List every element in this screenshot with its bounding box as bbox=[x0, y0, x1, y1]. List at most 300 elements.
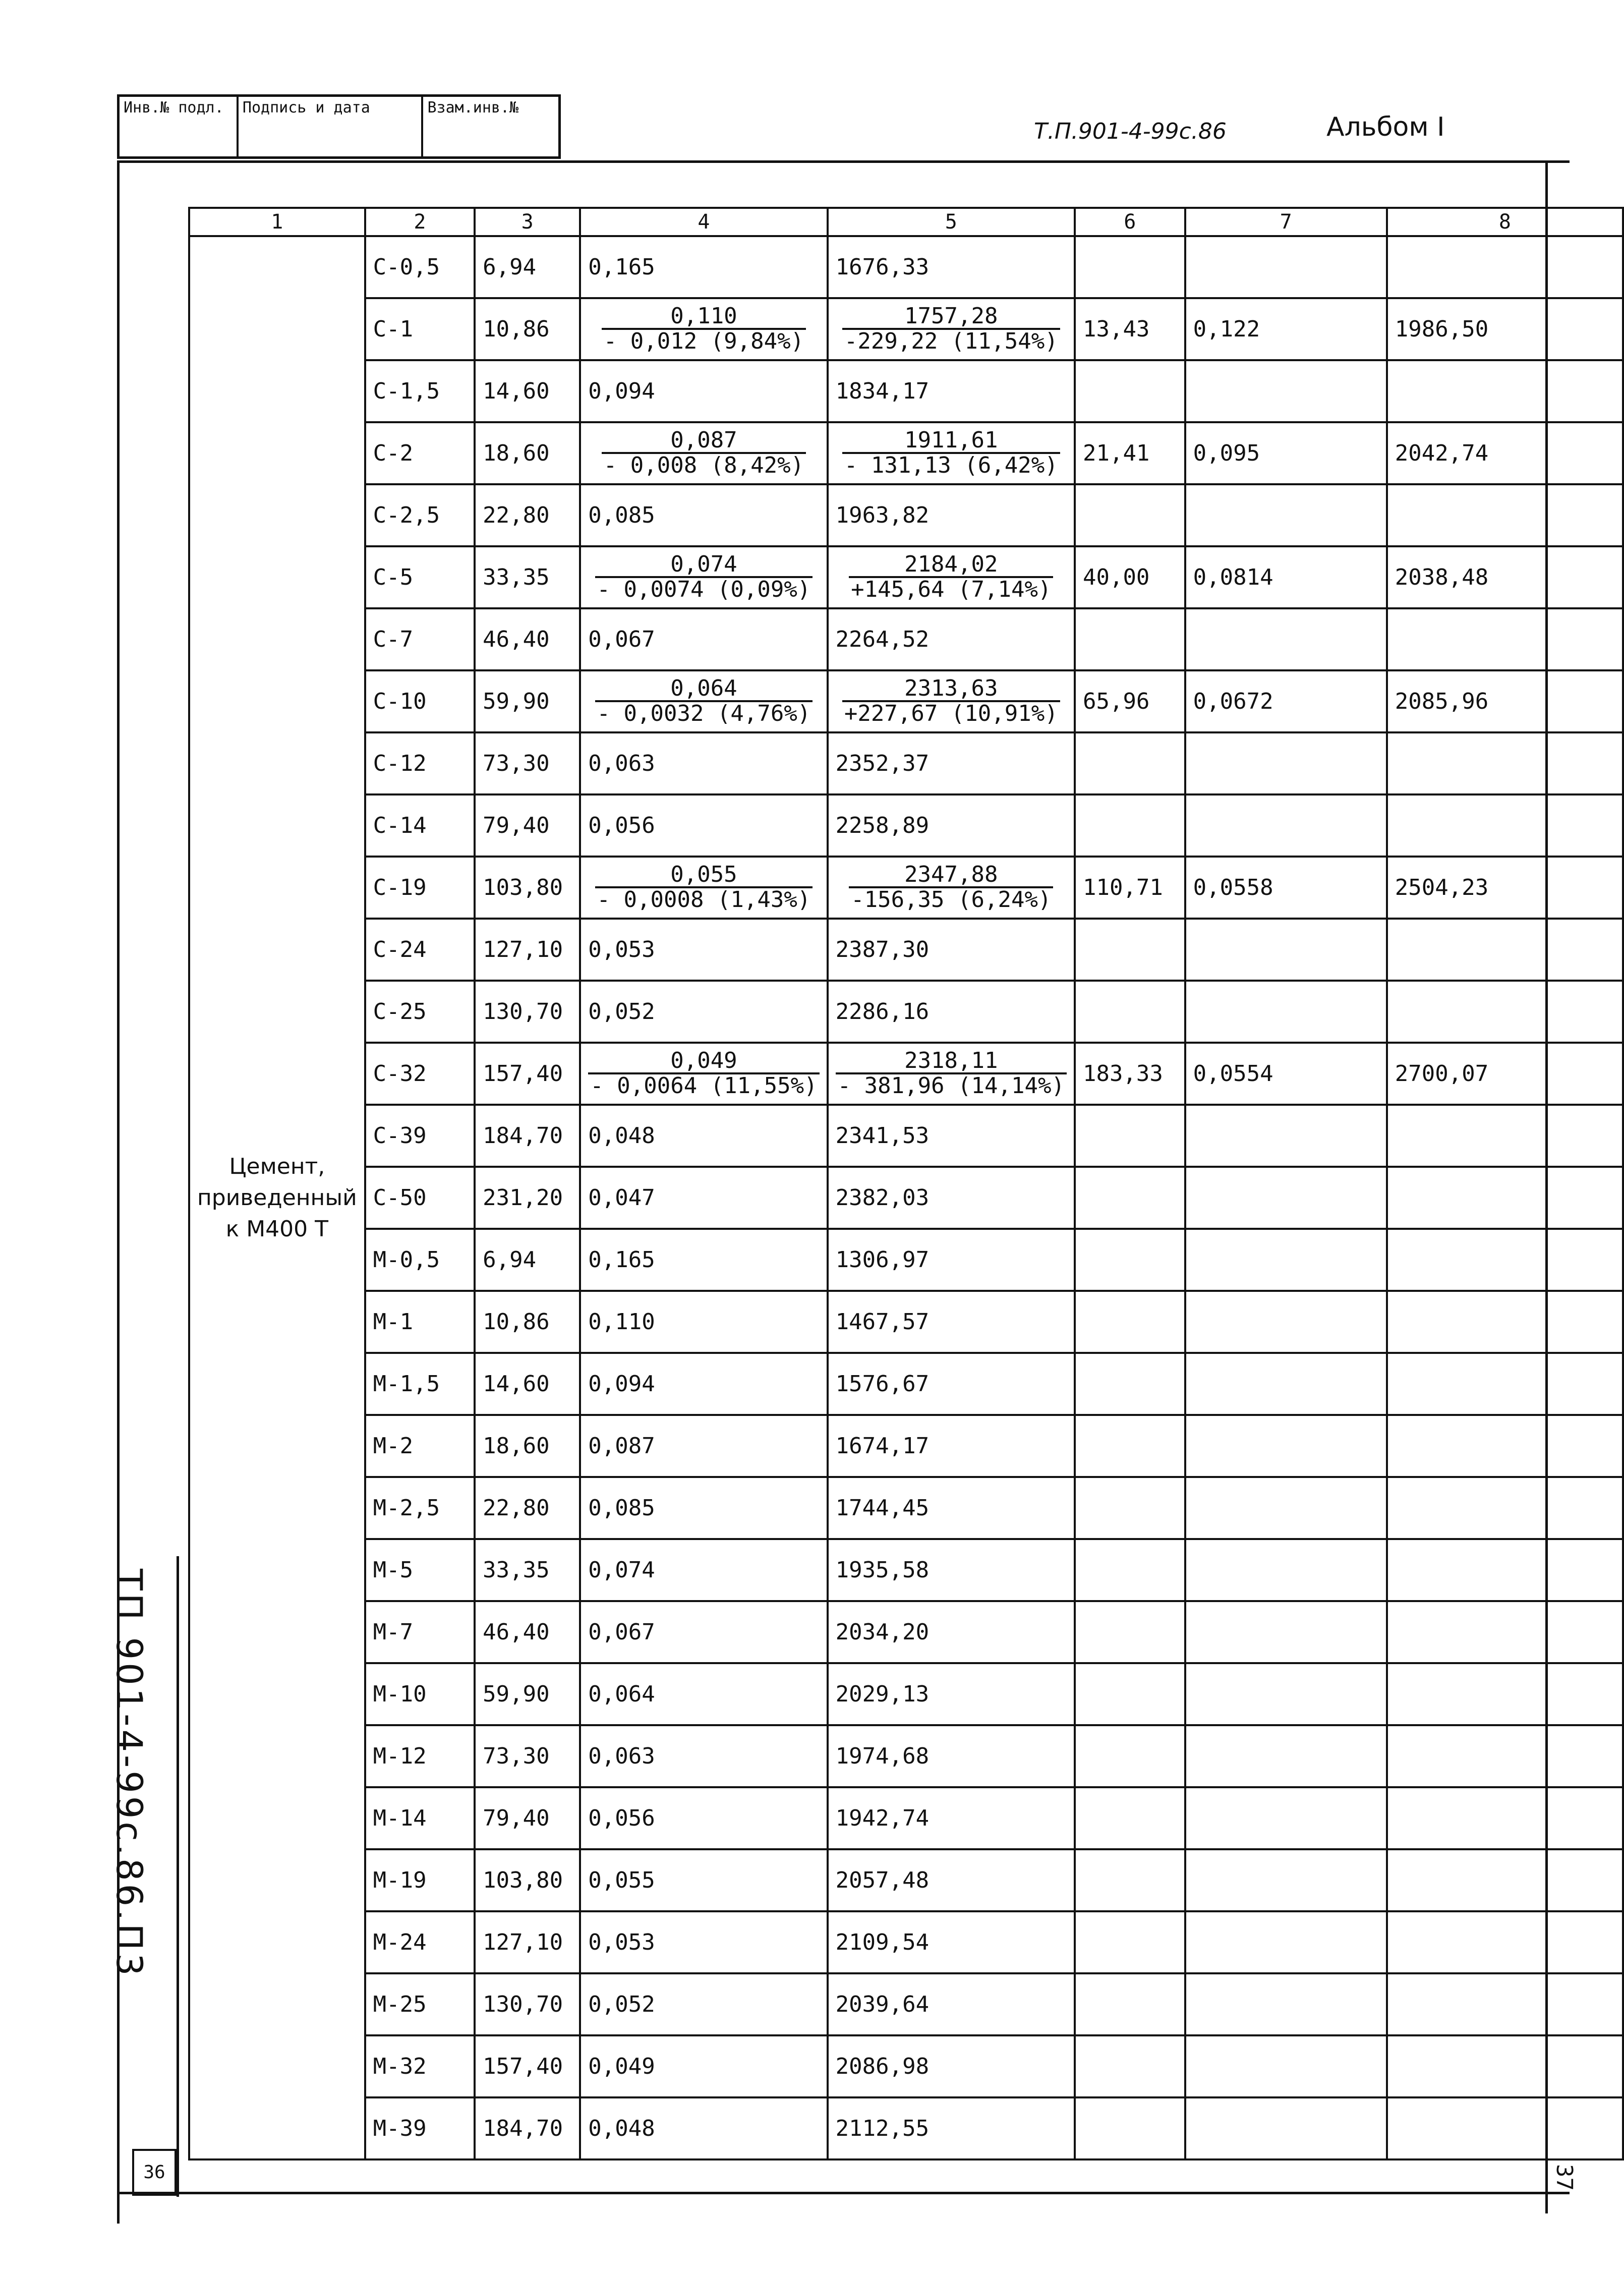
table-row bbox=[189, 981, 1623, 1043]
cell-col8: 2042,74 bbox=[1387, 422, 1623, 484]
cell-col7 bbox=[1185, 1601, 1387, 1663]
cell-col3: 33,35 bbox=[475, 1539, 580, 1601]
cell-col7: 0,0558 bbox=[1185, 857, 1387, 919]
cell-col6 bbox=[1075, 2097, 1185, 2159]
cell-col8 bbox=[1387, 1787, 1623, 1849]
cell-col6 bbox=[1075, 608, 1185, 670]
document-code: Т.П.901-4-99с.86 bbox=[1034, 119, 1227, 144]
cell-col8 bbox=[1387, 1849, 1623, 1911]
frame-line-top bbox=[117, 160, 1570, 163]
cell-col6 bbox=[1075, 732, 1185, 794]
cell-col6 bbox=[1075, 1105, 1185, 1167]
cell-col6 bbox=[1075, 1849, 1185, 1911]
album-label: Альбом I bbox=[1326, 112, 1445, 142]
cell-col8 bbox=[1387, 2097, 1623, 2159]
stamp-replacement-label: Взам.инв.№ bbox=[422, 96, 559, 158]
table-row bbox=[189, 422, 1623, 484]
cell-col4-denominator: - 0,0032 (4,76%) bbox=[597, 700, 811, 726]
cell-col3: 46,40 bbox=[475, 608, 580, 670]
cell-col6: 13,43 bbox=[1075, 298, 1185, 360]
data-table bbox=[188, 207, 1624, 2160]
cell-grade: М-2 bbox=[365, 1415, 475, 1477]
cell-col7 bbox=[1185, 2097, 1387, 2159]
cell-col7 bbox=[1185, 608, 1387, 670]
cell-col3: 79,40 bbox=[475, 794, 580, 857]
cell-col3: 157,40 bbox=[475, 1043, 580, 1105]
cell-col7 bbox=[1185, 1663, 1387, 1725]
cell-col6 bbox=[1075, 919, 1185, 981]
cell-col6 bbox=[1075, 1911, 1185, 1973]
cell-col5-numerator: 2313,63 bbox=[842, 677, 1060, 702]
cell-col8 bbox=[1387, 484, 1623, 546]
cell-col5: 1674,17 bbox=[828, 1415, 1075, 1477]
cell-col5: 1974,68 bbox=[828, 1725, 1075, 1787]
cell-col5: 2039,64 bbox=[828, 1973, 1075, 2035]
stamp-block bbox=[117, 94, 561, 159]
cell-col5-denominator: +145,64 (7,14%) bbox=[851, 576, 1052, 602]
cell-col5: 2352,37 bbox=[828, 732, 1075, 794]
cell-col4: 0,052 bbox=[580, 1973, 827, 2035]
cell-col4: 0,056 bbox=[580, 794, 827, 857]
cell-col5: 2341,53 bbox=[828, 1105, 1075, 1167]
cell-col3: 22,80 bbox=[475, 1477, 580, 1539]
table-row bbox=[189, 1539, 1623, 1601]
cell-col6 bbox=[1075, 484, 1185, 546]
table-row bbox=[189, 2097, 1623, 2159]
cell-col5 bbox=[828, 422, 1075, 484]
table-row bbox=[189, 1167, 1623, 1229]
cell-col5-numerator: 2347,88 bbox=[849, 863, 1053, 888]
cell-col4-numerator: 0,074 bbox=[595, 553, 813, 578]
cell-col7: 0,0672 bbox=[1185, 670, 1387, 732]
cell-col7 bbox=[1185, 1353, 1387, 1415]
cell-col4-fraction bbox=[595, 677, 813, 725]
cell-grade: М-32 bbox=[365, 2035, 475, 2097]
cell-col5-fraction bbox=[849, 553, 1053, 601]
cell-col6 bbox=[1075, 1291, 1185, 1353]
cell-col8 bbox=[1387, 1725, 1623, 1787]
cell-col5 bbox=[828, 298, 1075, 360]
cell-col5-numerator: 2184,02 bbox=[849, 553, 1053, 578]
cell-col4: 0,053 bbox=[580, 919, 827, 981]
cell-col7 bbox=[1185, 1973, 1387, 2035]
page-number: 37 bbox=[1551, 2164, 1577, 2191]
cell-col4: 0,053 bbox=[580, 1911, 827, 1973]
cell-col4-denominator: - 0,008 (8,42%) bbox=[603, 452, 804, 478]
cell-grade: С-10 bbox=[365, 670, 475, 732]
cell-col8 bbox=[1387, 1911, 1623, 1973]
col-header-3: 3 bbox=[475, 208, 580, 236]
cell-col4: 0,067 bbox=[580, 608, 827, 670]
cell-col8: 2038,48 bbox=[1387, 546, 1623, 608]
cell-col7 bbox=[1185, 360, 1387, 422]
cell-col4-numerator: 0,064 bbox=[595, 677, 813, 702]
col-header-6: 6 bbox=[1075, 208, 1185, 236]
cell-col4: 0,055 bbox=[580, 1849, 827, 1911]
cell-col5 bbox=[828, 1043, 1075, 1105]
cell-col3: 46,40 bbox=[475, 1601, 580, 1663]
cell-col4-numerator: 0,055 bbox=[595, 863, 813, 888]
cell-col4-denominator: - 0,0064 (11,55%) bbox=[590, 1072, 818, 1099]
table-row bbox=[189, 1229, 1623, 1291]
cell-col5: 2382,03 bbox=[828, 1167, 1075, 1229]
table-row bbox=[189, 794, 1623, 857]
frame-line-bottom bbox=[117, 2192, 1570, 2194]
cell-col4-denominator: - 0,0074 (0,09%) bbox=[597, 576, 811, 602]
cell-col5: 1576,67 bbox=[828, 1353, 1075, 1415]
side-document-code-text: ТП 901-4-99с.86.П3 bbox=[108, 1569, 150, 1979]
cell-grade: С-0,5 bbox=[365, 236, 475, 298]
cell-col7 bbox=[1185, 2035, 1387, 2097]
cell-col7 bbox=[1185, 1539, 1387, 1601]
cell-col5-fraction bbox=[836, 1049, 1067, 1098]
cell-col8 bbox=[1387, 1353, 1623, 1415]
table-row bbox=[189, 732, 1623, 794]
table-row bbox=[189, 1291, 1623, 1353]
cell-col5: 1744,45 bbox=[828, 1477, 1075, 1539]
cell-col3: 73,30 bbox=[475, 732, 580, 794]
cell-col5-fraction bbox=[849, 863, 1053, 912]
cell-col8 bbox=[1387, 1477, 1623, 1539]
cell-col5: 2029,13 bbox=[828, 1663, 1075, 1725]
cell-col7 bbox=[1185, 1787, 1387, 1849]
cell-col5: 2109,54 bbox=[828, 1911, 1075, 1973]
material-cell: Цемент, приведенный к М400 Т bbox=[189, 236, 365, 2159]
cell-col3: 59,90 bbox=[475, 670, 580, 732]
cell-col7 bbox=[1185, 1291, 1387, 1353]
cell-col6 bbox=[1075, 1601, 1185, 1663]
cell-col4: 0,085 bbox=[580, 1477, 827, 1539]
cell-grade: С-14 bbox=[365, 794, 475, 857]
cell-col7 bbox=[1185, 1477, 1387, 1539]
cell-col6 bbox=[1075, 1973, 1185, 2035]
cell-col4: 0,110 bbox=[580, 1291, 827, 1353]
cell-col3: 14,60 bbox=[475, 360, 580, 422]
cell-col6 bbox=[1075, 2035, 1185, 2097]
cell-col7: 0,095 bbox=[1185, 422, 1387, 484]
cell-col6 bbox=[1075, 1787, 1185, 1849]
cell-col5-numerator: 2318,11 bbox=[836, 1049, 1067, 1074]
cell-col4: 0,052 bbox=[580, 981, 827, 1043]
table-row bbox=[189, 1973, 1623, 2035]
cell-col7 bbox=[1185, 1229, 1387, 1291]
cell-col3: 22,80 bbox=[475, 484, 580, 546]
cell-col5: 1834,17 bbox=[828, 360, 1075, 422]
cell-col5 bbox=[828, 670, 1075, 732]
table-row bbox=[189, 1043, 1623, 1105]
table-row bbox=[189, 1105, 1623, 1167]
cell-grade: С-2,5 bbox=[365, 484, 475, 546]
cell-col5 bbox=[828, 857, 1075, 919]
cell-col6: 183,33 bbox=[1075, 1043, 1185, 1105]
stamp-signature-label: Подпись и дата bbox=[238, 96, 423, 158]
table-row bbox=[189, 1725, 1623, 1787]
cell-col8: 2700,07 bbox=[1387, 1043, 1623, 1105]
cell-col5: 2057,48 bbox=[828, 1849, 1075, 1911]
cell-col5: 1306,97 bbox=[828, 1229, 1075, 1291]
cell-col3: 10,86 bbox=[475, 298, 580, 360]
cell-col6 bbox=[1075, 1663, 1185, 1725]
cell-col7 bbox=[1185, 732, 1387, 794]
cell-col8 bbox=[1387, 919, 1623, 981]
cell-col5 bbox=[828, 546, 1075, 608]
cell-grade: С-5 bbox=[365, 546, 475, 608]
col-header-1: 1 bbox=[189, 208, 365, 236]
table-row bbox=[189, 919, 1623, 981]
col-header-2: 2 bbox=[365, 208, 475, 236]
table-row bbox=[189, 1477, 1623, 1539]
sheet-number: 36 bbox=[143, 2162, 165, 2183]
table-row bbox=[189, 1601, 1623, 1663]
side-strip-line bbox=[177, 1556, 179, 2197]
cell-col6 bbox=[1075, 1353, 1185, 1415]
cell-col6 bbox=[1075, 1725, 1185, 1787]
cell-grade: М-10 bbox=[365, 1663, 475, 1725]
cell-col5-denominator: -229,22 (11,54%) bbox=[844, 328, 1058, 354]
cell-grade: М-24 bbox=[365, 1911, 475, 1973]
cell-col5: 1467,57 bbox=[828, 1291, 1075, 1353]
cell-col7: 0,122 bbox=[1185, 298, 1387, 360]
stamp-inv-number-label: Инв.№ подл. bbox=[119, 96, 238, 158]
cell-grade: М-5 bbox=[365, 1539, 475, 1601]
cell-col6 bbox=[1075, 1477, 1185, 1539]
cell-col7 bbox=[1185, 1725, 1387, 1787]
cell-col7: 0,0814 bbox=[1185, 546, 1387, 608]
cell-col5: 1942,74 bbox=[828, 1787, 1075, 1849]
cell-col8 bbox=[1387, 1539, 1623, 1601]
cell-col8 bbox=[1387, 1973, 1623, 2035]
cell-col4 bbox=[580, 1043, 827, 1105]
cell-col4 bbox=[580, 857, 827, 919]
cell-col6 bbox=[1075, 1229, 1185, 1291]
cell-col5-denominator: -156,35 (6,24%) bbox=[851, 886, 1052, 913]
cell-grade: М-2,5 bbox=[365, 1477, 475, 1539]
cell-col8 bbox=[1387, 1291, 1623, 1353]
cell-col6 bbox=[1075, 1415, 1185, 1477]
cell-col7 bbox=[1185, 484, 1387, 546]
cell-col6 bbox=[1075, 981, 1185, 1043]
cell-grade: С-39 bbox=[365, 1105, 475, 1167]
table-row bbox=[189, 484, 1623, 546]
cell-col3: 73,30 bbox=[475, 1725, 580, 1787]
cell-col5: 1935,58 bbox=[828, 1539, 1075, 1601]
table-row bbox=[189, 1911, 1623, 1973]
table-row bbox=[189, 1787, 1623, 1849]
cell-col7 bbox=[1185, 1105, 1387, 1167]
cell-col3: 103,80 bbox=[475, 857, 580, 919]
cell-col5-denominator: +227,67 (10,91%) bbox=[844, 700, 1058, 726]
cell-col3: 14,60 bbox=[475, 1353, 580, 1415]
cell-grade: М-12 bbox=[365, 1725, 475, 1787]
cell-col3: 127,10 bbox=[475, 1911, 580, 1973]
cell-grade: С-2 bbox=[365, 422, 475, 484]
cell-col6 bbox=[1075, 360, 1185, 422]
table-row bbox=[189, 608, 1623, 670]
cell-col3: 18,60 bbox=[475, 422, 580, 484]
cell-col3: 18,60 bbox=[475, 1415, 580, 1477]
cell-grade: С-1,5 bbox=[365, 360, 475, 422]
cell-col7 bbox=[1185, 1849, 1387, 1911]
cell-col7 bbox=[1185, 1167, 1387, 1229]
cell-col4-denominator: - 0,0008 (1,43%) bbox=[597, 886, 811, 913]
cell-col8 bbox=[1387, 732, 1623, 794]
cell-col3: 130,70 bbox=[475, 981, 580, 1043]
cell-col5: 1676,33 bbox=[828, 236, 1075, 298]
cell-col4: 0,048 bbox=[580, 2097, 827, 2159]
cell-col3: 127,10 bbox=[475, 919, 580, 981]
table-row bbox=[189, 1849, 1623, 1911]
cell-grade: М-7 bbox=[365, 1601, 475, 1663]
cell-col4: 0,056 bbox=[580, 1787, 827, 1849]
table-row bbox=[189, 1663, 1623, 1725]
cell-col4-fraction bbox=[602, 305, 806, 353]
cell-grade: М-0,5 bbox=[365, 1229, 475, 1291]
cell-col8 bbox=[1387, 608, 1623, 670]
cell-col7 bbox=[1185, 1415, 1387, 1477]
cell-grade: М-25 bbox=[365, 1973, 475, 2035]
cell-grade: М-1 bbox=[365, 1291, 475, 1353]
cell-col5: 2286,16 bbox=[828, 981, 1075, 1043]
cell-col4: 0,063 bbox=[580, 732, 827, 794]
cell-col8 bbox=[1387, 236, 1623, 298]
cell-grade: С-19 bbox=[365, 857, 475, 919]
cell-col8 bbox=[1387, 1167, 1623, 1229]
cell-col8 bbox=[1387, 1105, 1623, 1167]
cell-col5-denominator: - 381,96 (14,14%) bbox=[837, 1072, 1065, 1099]
cell-col8 bbox=[1387, 1415, 1623, 1477]
cell-col7 bbox=[1185, 236, 1387, 298]
cell-col3: 157,40 bbox=[475, 2035, 580, 2097]
cell-col5-fraction bbox=[842, 305, 1060, 353]
cell-col3: 184,70 bbox=[475, 1105, 580, 1167]
table-row bbox=[189, 2035, 1623, 2097]
cell-col5: 2112,55 bbox=[828, 2097, 1075, 2159]
cell-col8 bbox=[1387, 1601, 1623, 1663]
col-header-5: 5 bbox=[828, 208, 1075, 236]
cell-col5: 2387,30 bbox=[828, 919, 1075, 981]
cell-col4 bbox=[580, 298, 827, 360]
table-row bbox=[189, 298, 1623, 360]
table-header-row bbox=[189, 208, 1623, 236]
cell-col8: 2085,96 bbox=[1387, 670, 1623, 732]
cell-col4-denominator: - 0,012 (9,84%) bbox=[603, 328, 804, 354]
table-row bbox=[189, 857, 1623, 919]
cell-col5-fraction bbox=[842, 677, 1060, 725]
cell-col8 bbox=[1387, 794, 1623, 857]
cell-col5: 2034,20 bbox=[828, 1601, 1075, 1663]
cell-col4: 0,064 bbox=[580, 1663, 827, 1725]
cell-col8 bbox=[1387, 1229, 1623, 1291]
cell-col3: 79,40 bbox=[475, 1787, 580, 1849]
cell-col5-numerator: 1911,61 bbox=[842, 429, 1060, 454]
cell-col4 bbox=[580, 546, 827, 608]
cell-grade: С-1 bbox=[365, 298, 475, 360]
cell-col3: 130,70 bbox=[475, 1973, 580, 2035]
cell-col7: 0,0554 bbox=[1185, 1043, 1387, 1105]
cell-col6: 65,96 bbox=[1075, 670, 1185, 732]
cell-col4-numerator: 0,049 bbox=[588, 1049, 819, 1074]
cell-col4-fraction bbox=[588, 1049, 819, 1098]
cell-col8 bbox=[1387, 981, 1623, 1043]
cell-col8 bbox=[1387, 1663, 1623, 1725]
cell-col4: 0,067 bbox=[580, 1601, 827, 1663]
cell-col6: 110,71 bbox=[1075, 857, 1185, 919]
cell-col3: 103,80 bbox=[475, 1849, 580, 1911]
table-row bbox=[189, 360, 1623, 422]
cell-grade: С-7 bbox=[365, 608, 475, 670]
cell-grade: С-12 bbox=[365, 732, 475, 794]
cell-col4-fraction bbox=[602, 429, 806, 477]
cell-grade: М-1,5 bbox=[365, 1353, 475, 1415]
cell-col4-numerator: 0,087 bbox=[602, 429, 806, 454]
cell-col6 bbox=[1075, 236, 1185, 298]
cell-col3: 59,90 bbox=[475, 1663, 580, 1725]
cell-grade: С-25 bbox=[365, 981, 475, 1043]
sheet-number-box bbox=[132, 2149, 177, 2196]
cell-col5-fraction bbox=[842, 429, 1060, 477]
cell-col3: 6,94 bbox=[475, 1229, 580, 1291]
cell-col6 bbox=[1075, 1539, 1185, 1601]
cell-col5: 2264,52 bbox=[828, 608, 1075, 670]
cell-col4-fraction bbox=[595, 863, 813, 912]
table-row bbox=[189, 1415, 1623, 1477]
cell-col8 bbox=[1387, 2035, 1623, 2097]
col-header-8: 8 bbox=[1387, 208, 1623, 236]
cell-col3: 6,94 bbox=[475, 236, 580, 298]
cell-col6 bbox=[1075, 1167, 1185, 1229]
cell-col4: 0,063 bbox=[580, 1725, 827, 1787]
cell-col4: 0,074 bbox=[580, 1539, 827, 1601]
cell-col4: 0,087 bbox=[580, 1415, 827, 1477]
cell-col4: 0,049 bbox=[580, 2035, 827, 2097]
col-header-7: 7 bbox=[1185, 208, 1387, 236]
cell-col6: 40,00 bbox=[1075, 546, 1185, 608]
cell-grade: М-14 bbox=[365, 1787, 475, 1849]
cell-col8: 2504,23 bbox=[1387, 857, 1623, 919]
cell-col4-numerator: 0,110 bbox=[602, 305, 806, 330]
cell-grade: С-50 bbox=[365, 1167, 475, 1229]
cell-col4: 0,047 bbox=[580, 1167, 827, 1229]
table-row bbox=[189, 236, 1623, 298]
cell-col5-numerator: 1757,28 bbox=[842, 305, 1060, 330]
cell-col8 bbox=[1387, 360, 1623, 422]
cell-col7 bbox=[1185, 794, 1387, 857]
cell-col4: 0,085 bbox=[580, 484, 827, 546]
cell-col4: 0,094 bbox=[580, 360, 827, 422]
cell-col5-denominator: - 131,13 (6,42%) bbox=[844, 452, 1058, 478]
cell-col3: 33,35 bbox=[475, 546, 580, 608]
cell-col5: 2258,89 bbox=[828, 794, 1075, 857]
table-row bbox=[189, 670, 1623, 732]
cell-col3: 231,20 bbox=[475, 1167, 580, 1229]
col-header-4: 4 bbox=[580, 208, 827, 236]
cell-col3: 184,70 bbox=[475, 2097, 580, 2159]
cell-grade: С-32 bbox=[365, 1043, 475, 1105]
cell-col4: 0,048 bbox=[580, 1105, 827, 1167]
side-document-code bbox=[108, 1569, 174, 2063]
cell-col4: 0,165 bbox=[580, 1229, 827, 1291]
table-body bbox=[189, 236, 1623, 2159]
cell-col4-fraction bbox=[595, 553, 813, 601]
cell-col5: 2086,98 bbox=[828, 2035, 1075, 2097]
cell-col8: 1986,50 bbox=[1387, 298, 1623, 360]
cell-col4: 0,165 bbox=[580, 236, 827, 298]
cell-col4 bbox=[580, 422, 827, 484]
cell-col4: 0,094 bbox=[580, 1353, 827, 1415]
cell-col4 bbox=[580, 670, 827, 732]
cell-col6: 21,41 bbox=[1075, 422, 1185, 484]
cell-col6 bbox=[1075, 794, 1185, 857]
